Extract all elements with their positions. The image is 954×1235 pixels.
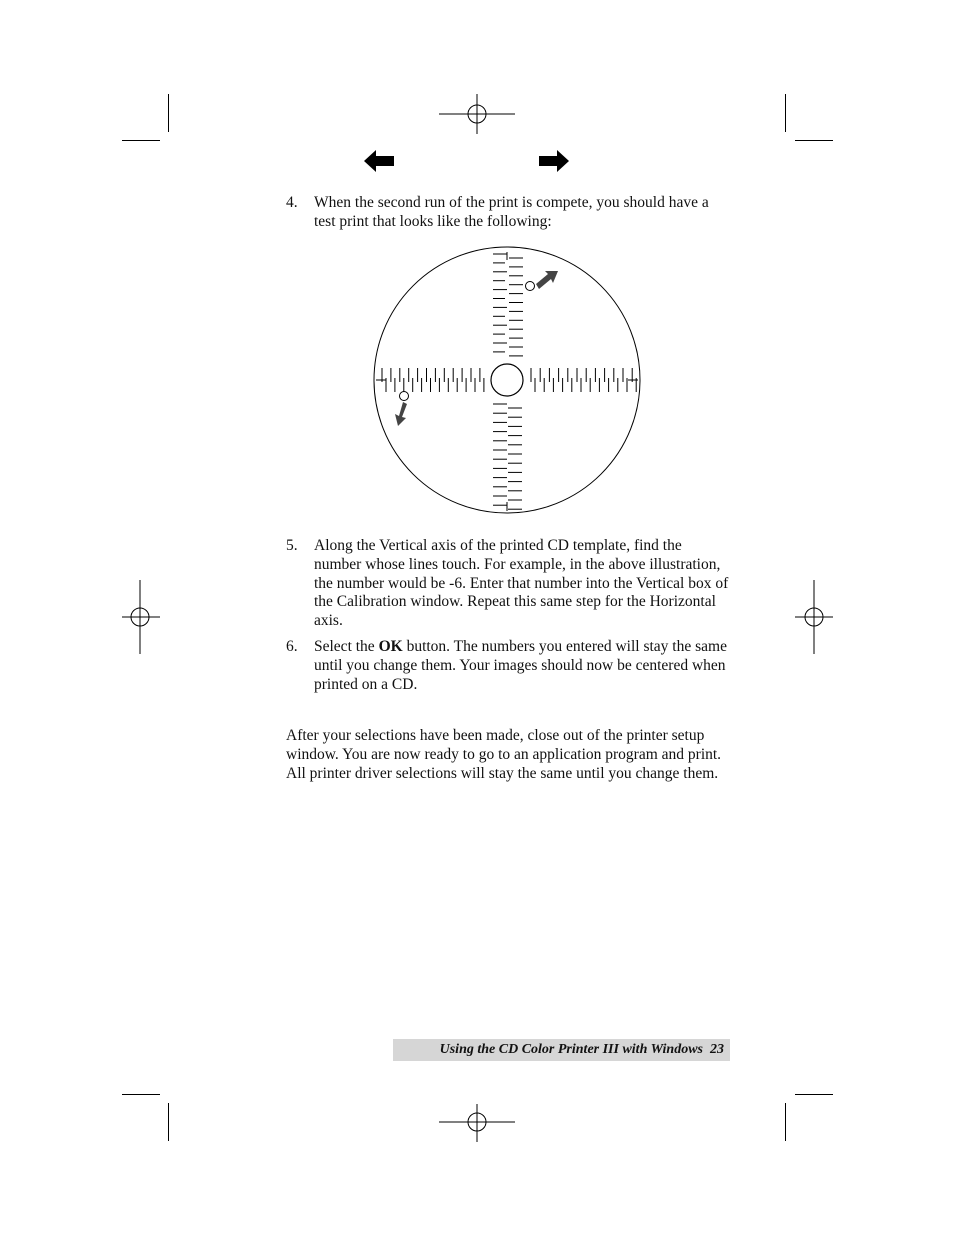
registration-mark-icon	[439, 94, 515, 138]
crop-mark	[122, 1094, 160, 1095]
page-footer	[393, 1039, 730, 1061]
crop-mark	[785, 94, 786, 132]
step-number: 6.	[286, 638, 298, 655]
cd-outline	[374, 247, 640, 513]
step-text-before: Select the	[314, 638, 379, 655]
crop-mark	[785, 1103, 786, 1141]
cd-center-hole	[491, 364, 523, 396]
crop-mark	[795, 1094, 833, 1095]
step-text: When the second run of the print is compete, you should have a test print that looks like the following:	[314, 194, 709, 230]
ok-button-reference: OK	[378, 638, 403, 655]
crop-mark	[168, 1103, 169, 1141]
crop-mark	[795, 140, 833, 141]
step-number: 5.	[286, 537, 298, 554]
step-number: 4.	[286, 194, 298, 211]
registration-mark-icon	[795, 580, 833, 654]
callout-arrow-icon	[395, 402, 407, 426]
cd-test-print-figure	[370, 246, 644, 518]
step-text	[314, 638, 729, 694]
registration-mark-icon	[122, 580, 160, 654]
crop-mark	[168, 94, 169, 132]
step-text: Along the Vertical axis of the printed CD template, find the number whose lines touch. For example, in the above illustration, the number would be -6. Enter that number into the Vertical box of the Calibration window. Repeat this same step for the Horizontal axis.	[314, 537, 729, 630]
arrow-left-icon	[364, 150, 394, 172]
footer-title: Using the CD Color Printer III with Windows	[439, 1042, 703, 1057]
crop-mark	[122, 140, 160, 141]
footer-text	[440, 1041, 724, 1059]
callout-arrow-icon	[536, 271, 558, 289]
callout-circle	[400, 392, 409, 401]
page-number: 23	[710, 1042, 724, 1057]
closing-paragraph: After your selections have been made, close out of the printer setup window. You are now ready to go to an application program and print. All printer driver selections will stay the same until you change them.	[286, 727, 722, 782]
registration-mark-icon	[439, 1104, 515, 1144]
callout-circle	[526, 282, 535, 291]
step-text-after: button. The numbers you entered will stay the same until you change them. Your images should now be centered when printed on a CD.	[314, 638, 727, 693]
arrow-right-icon	[539, 150, 569, 172]
